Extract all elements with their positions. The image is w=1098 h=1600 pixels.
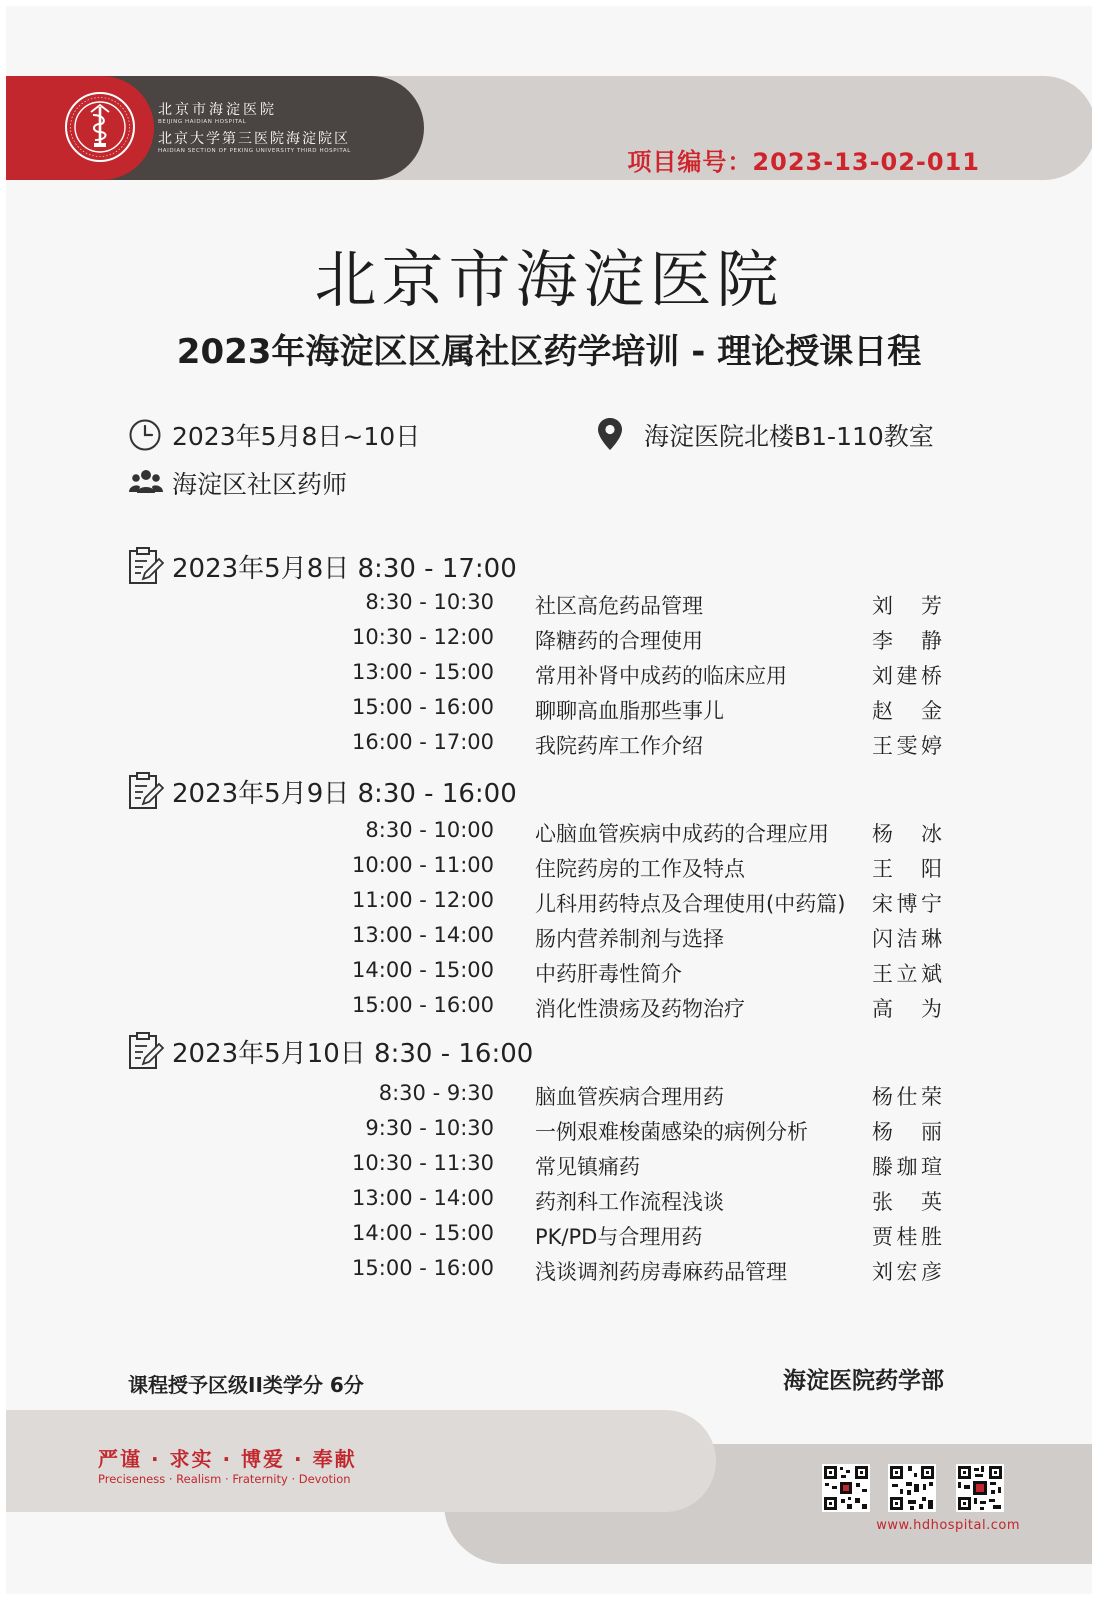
clipboard-edit-icon (128, 546, 164, 586)
motto-english: Preciseness · Realism · Fraternity · Devotion (98, 1472, 351, 1486)
session-speaker: 贾桂胜 (872, 1225, 942, 1249)
day-heading-text: 2023年5月8日 8:30 - 17:00 (172, 554, 517, 584)
location-pin-icon (596, 416, 624, 452)
session-speaker: 滕珈瑄 (872, 1155, 942, 1179)
session-time: 8:30 - 10:00 (365, 818, 494, 842)
qr-code-icon[interactable] (822, 1464, 870, 1512)
session-row (6, 958, 1092, 988)
session-row (6, 660, 1092, 690)
hospital-logo-icon (64, 91, 136, 163)
session-speaker: 王立斌 (872, 962, 942, 986)
page-title: 北京市海淀医院 (314, 243, 784, 316)
session-row (6, 695, 1092, 725)
motto-chinese: 严谨 · 求实 · 博爱 · 奉献 (98, 1447, 357, 1471)
session-speaker: 刘芳 (872, 594, 942, 618)
session-speaker: 闪洁琳 (872, 927, 942, 951)
session-row (6, 1256, 1092, 1286)
session-topic: 社区高危药品管理 (535, 594, 703, 618)
day-heading-text: 2023年5月9日 8:30 - 16:00 (172, 779, 517, 809)
people-group-icon (128, 467, 164, 497)
day-heading-text: 2023年5月10日 8:30 - 16:00 (172, 1039, 534, 1069)
session-time: 8:30 - 10:30 (365, 590, 494, 614)
session-row (6, 1081, 1092, 1111)
session-topic: 儿科用药特点及合理使用(中药篇) (535, 892, 846, 916)
session-row (6, 853, 1092, 883)
session-time: 11:00 - 12:00 (352, 888, 494, 912)
credit-note: 课程授予区级II类学分 6分 (128, 1373, 364, 1397)
session-time: 13:00 - 14:00 (352, 923, 494, 947)
session-speaker: 杨冰 (872, 822, 942, 846)
session-topic: 浅谈调剂药房毒麻药品管理 (535, 1260, 787, 1284)
session-time: 10:30 - 11:30 (352, 1151, 494, 1175)
page-subtitle: 2023年海淀区区属社区药学培训 - 理论授课日程 (176, 332, 922, 372)
session-speaker: 王雯婷 (872, 734, 942, 758)
location-info (596, 414, 956, 454)
audience-info (128, 463, 428, 503)
session-speaker: 宋博宁 (872, 892, 942, 916)
session-speaker: 刘宏彦 (872, 1260, 942, 1284)
session-topic: 常用补肾中成药的临床应用 (535, 664, 787, 688)
location-text: 海淀医院北楼B1-110教室 (644, 422, 934, 451)
logo-en-name: BEIJING HAIDIAN HOSPITAL (158, 119, 247, 125)
logo-en-section: HAIDIAN SECTION OF PEKING UNIVERSITY THIRD HOSPITAL (158, 148, 351, 154)
qr-code-icon[interactable] (956, 1464, 1004, 1512)
logo-text (158, 102, 351, 156)
session-time: 14:00 - 15:00 (352, 958, 494, 982)
date-range-info (128, 414, 448, 454)
session-row (6, 1151, 1092, 1181)
session-speaker: 高为 (872, 997, 942, 1021)
session-speaker: 李静 (872, 629, 942, 653)
session-row (6, 888, 1092, 918)
session-row (6, 1116, 1092, 1146)
day-heading-2 (128, 771, 548, 811)
logo-cn-name: 北京市海淀医院 (158, 102, 277, 118)
session-topic: PK/PD与合理用药 (535, 1225, 703, 1249)
session-time: 15:00 - 16:00 (352, 695, 494, 719)
day-heading-1 (128, 546, 548, 586)
session-row (6, 818, 1092, 848)
session-time: 9:30 - 10:30 (365, 1116, 494, 1140)
audience-text: 海淀区社区药师 (172, 470, 348, 499)
session-time: 15:00 - 16:00 (352, 993, 494, 1017)
clipboard-edit-icon (128, 771, 164, 811)
session-row (6, 1221, 1092, 1251)
session-topic: 中药肝毒性简介 (535, 962, 682, 986)
session-time: 13:00 - 14:00 (352, 1186, 494, 1210)
session-row (6, 625, 1092, 655)
qr-code-icon[interactable] (888, 1464, 936, 1512)
clipboard-edit-icon (128, 1031, 164, 1071)
clock-icon (128, 418, 162, 452)
session-time: 10:00 - 11:00 (352, 853, 494, 877)
date-range-text: 2023年5月8日~10日 (172, 422, 421, 451)
session-speaker: 赵金 (872, 699, 942, 723)
project-number: 项目编号：2023-13-02-011 (627, 148, 980, 176)
session-time: 14:00 - 15:00 (352, 1221, 494, 1245)
session-topic: 一例艰难梭菌感染的病例分析 (535, 1120, 808, 1144)
session-speaker: 杨丽 (872, 1120, 942, 1144)
session-row (6, 1186, 1092, 1216)
session-speaker: 刘建桥 (872, 664, 942, 688)
session-topic: 心脑血管疾病中成药的合理应用 (535, 822, 829, 846)
session-topic: 降糖药的合理使用 (535, 629, 703, 653)
session-topic: 药剂科工作流程浅谈 (535, 1190, 724, 1214)
session-row (6, 730, 1092, 760)
session-time: 8:30 - 9:30 (378, 1081, 494, 1105)
session-speaker: 杨仕荣 (872, 1085, 942, 1109)
session-topic: 常见镇痛药 (535, 1155, 640, 1179)
session-time: 15:00 - 16:00 (352, 1256, 494, 1280)
session-topic: 住院药房的工作及特点 (535, 857, 745, 881)
session-time: 16:00 - 17:00 (352, 730, 494, 754)
session-row (6, 923, 1092, 953)
session-topic: 聊聊高血脂那些事儿 (535, 699, 724, 723)
session-topic: 脑血管疾病合理用药 (535, 1085, 724, 1109)
session-topic: 消化性溃疡及药物治疗 (535, 997, 745, 1021)
session-row (6, 993, 1092, 1023)
website-link[interactable]: www.hdhospital.com (876, 1518, 1020, 1533)
session-topic: 肠内营养制剂与选择 (535, 927, 724, 951)
session-speaker: 王阳 (872, 857, 942, 881)
session-topic: 我院药库工作介绍 (535, 734, 703, 758)
organizer-department: 海淀医院药学部 (783, 1368, 944, 1394)
session-speaker: 张英 (872, 1190, 942, 1214)
day-heading-3 (128, 1031, 568, 1071)
session-time: 13:00 - 15:00 (352, 660, 494, 684)
session-time: 10:30 - 12:00 (352, 625, 494, 649)
logo-cn-section: 北京大学第三医院海淀院区 (158, 131, 350, 147)
poster (6, 6, 1092, 1594)
session-row (6, 590, 1092, 620)
